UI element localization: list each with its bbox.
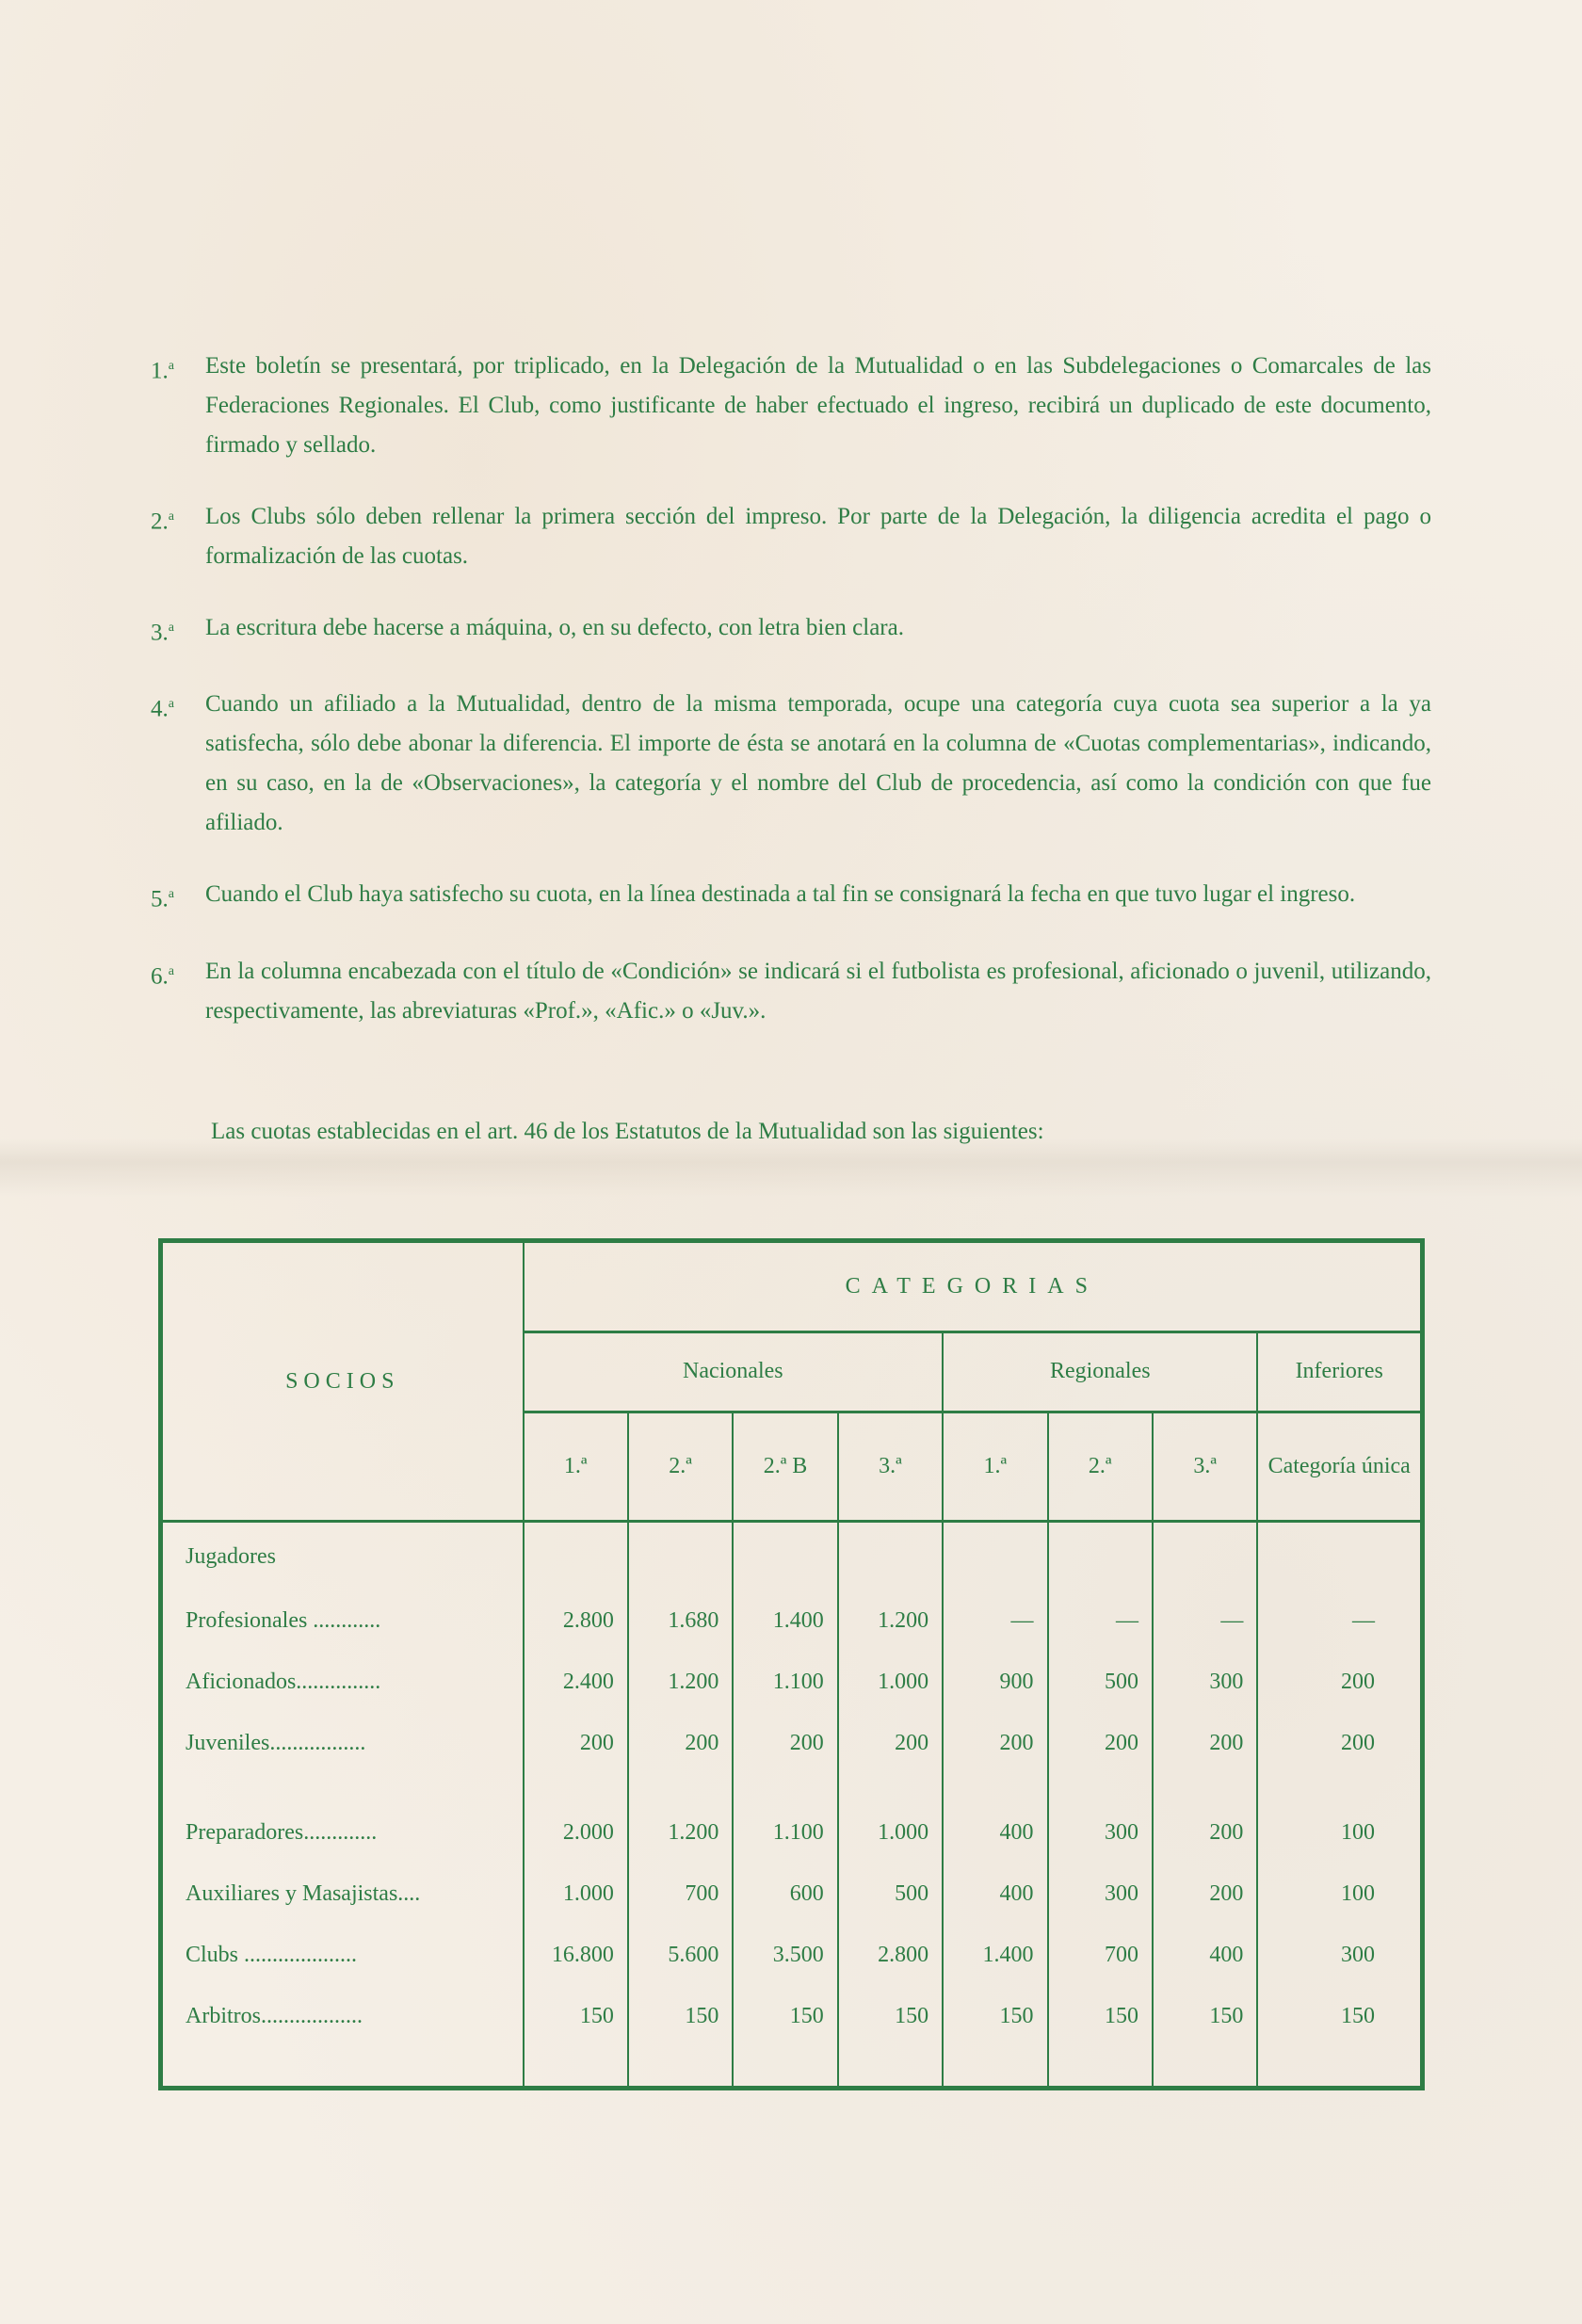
group-inferiores: Inferiores [1257, 1331, 1422, 1412]
row-label: Preparadores............. [161, 1803, 524, 1864]
fee-cell: 150 [1048, 1986, 1153, 2047]
fee-cell: — [1048, 1590, 1153, 1652]
fee-cell: 200 [628, 1713, 733, 1774]
fee-cell: 200 [1153, 1864, 1257, 1925]
fee-cell: 200 [1257, 1652, 1422, 1713]
note-2: 2.$^a$ Los Clubs sólo deben rellenar la primera sección del impreso. Por parte de la Delegación, la diligencia acredita el pago o formalización de las cuotas. [151, 504, 1431, 569]
fee-cell: 200 [1257, 1713, 1422, 1774]
fee-cell: 200 [943, 1713, 1047, 1774]
fee-cell: 2.800 [562, 1608, 614, 1634]
fee-cell: 150 [943, 1986, 1047, 2047]
row-label: Juveniles................. [161, 1713, 524, 1774]
table-row [161, 1590, 1423, 1652]
fee-cell: 5.600 [628, 1925, 733, 1986]
row-label: Clubs .................... [161, 1925, 524, 1986]
subcol: 2.ª B [733, 1412, 837, 1522]
subcol: 3.ª [1153, 1412, 1257, 1522]
row-label: Aficionados............... [161, 1652, 524, 1713]
fee-cell: 200 [1048, 1713, 1153, 1774]
group-nacionales: Nacionales [524, 1331, 944, 1412]
table-row [161, 1652, 1423, 1713]
fee-cell: 200 [838, 1713, 943, 1774]
fee-cell: 150 [628, 1986, 733, 2047]
fee-cell: 1.400 [733, 1590, 837, 1652]
fee-cell: 400 [943, 1864, 1047, 1925]
subcol: 2.ª [1048, 1412, 1153, 1522]
fee-cell: 1.100 [733, 1803, 837, 1864]
socios-header: SOCIOS [161, 1241, 524, 1522]
fee-cell: 700 [1048, 1925, 1153, 1986]
fee-cell: 150 [1257, 1986, 1422, 2047]
fee-cell: 400 [1153, 1925, 1257, 1986]
fee-cell: 300 [1048, 1864, 1153, 1925]
table-row [161, 1713, 1423, 1774]
fee-cell: 900 [943, 1652, 1047, 1713]
fee-cell: 1.000 [562, 1881, 614, 1907]
fee-cell: 200 [1153, 1803, 1257, 1864]
fee-cell: 1.000 [838, 1652, 943, 1713]
note-4: 4.$^a$ Cuando un afiliado a la Mutualidad, dentro de la misma temporada, ocupe una categoría cuya cuota sea superior a la ya satisfecha, sólo debe abonar la diferencia. El importe de ésta se anotará en la columna de «Cuotas complementarias», indicando, en su caso, en la de «Observaciones», la categoría y el nombre del Club de procedencia, así como la condición con que fue afiliado. [151, 691, 1431, 836]
fee-cell: 1.200 [838, 1590, 943, 1652]
group-regionales: Regionales [943, 1331, 1257, 1412]
fee-cell: 300 [1153, 1652, 1257, 1713]
subcol: 3.ª [838, 1412, 943, 1522]
fee-cell: 150 [838, 1986, 943, 2047]
note-3: 3.$^a$ La escritura debe hacerse a máquina, o, en su defecto, con letra bien clara. [151, 615, 904, 646]
row-label: Auxiliares y Masajistas.... [161, 1864, 524, 1925]
subcol: 2.ª [628, 1412, 733, 1522]
fee-cell: 1.680 [628, 1590, 733, 1652]
fees-intro: Las cuotas establecidas en el art. 46 de los Estatutos de la Mutualidad son las siguientes: [211, 1119, 1044, 1144]
table-row [161, 1986, 1423, 2047]
fees-table [158, 1238, 1425, 2090]
fee-cell: 1.000 [838, 1803, 943, 1864]
fee-cell: 1.200 [628, 1803, 733, 1864]
fee-cell: 300 [1257, 1925, 1422, 1986]
fee-cell: 200 [579, 1730, 614, 1755]
fee-cell: 100 [1257, 1864, 1422, 1925]
note-6: 6.$^a$ En la columna encabezada con el título de «Condición» se indicará si el futbolista es profesional, aficionado o juvenil, utilizando, respectivamente, las abreviaturas «Prof.», «Afic.» o «Juv.». [151, 958, 1431, 1024]
fee-cell: 150 [579, 2003, 614, 2028]
fee-cell: 600 [733, 1864, 837, 1925]
fee-cell: — [1153, 1590, 1257, 1652]
instructions-list [151, 347, 1431, 1063]
fee-cell: 2.400 [562, 1670, 614, 1695]
fee-cell: 300 [1048, 1803, 1153, 1864]
categorias-header: CATEGORIAS [524, 1241, 1423, 1332]
fee-cell: 200 [1153, 1713, 1257, 1774]
fee-cell: 16.800 [551, 1943, 614, 1968]
fee-cell: — [1257, 1590, 1422, 1652]
fee-cell: 2.000 [562, 1820, 614, 1846]
row-label: Arbitros.................. [161, 1986, 524, 2047]
fee-cell: 200 [733, 1713, 837, 1774]
fee-cell: 500 [838, 1864, 943, 1925]
table-row [161, 1925, 1423, 1986]
fee-cell: 700 [628, 1864, 733, 1925]
note-1: 1.$^a$ Este boletín se presentará, por triplicado, en la Delegación de la Mutualidad o en las Subdelegaciones o Comarcales de las Federaciones Regionales. El Club, como justificante de haber efectuado el ingreso, recibirá un duplicado de este documento, firmado y sellado. [151, 353, 1431, 458]
table-row [161, 1803, 1423, 1864]
subcol: 1.ª [524, 1412, 628, 1522]
fee-cell: — [943, 1590, 1047, 1652]
subcol: 1.ª [943, 1412, 1047, 1522]
row-label: Profesionales ............ [161, 1590, 524, 1652]
fee-cell: 150 [733, 1986, 837, 2047]
fee-cell: 500 [1048, 1652, 1153, 1713]
note-5: 5.$^a$ Cuando el Club haya satisfecho su cuota, en la línea destinada a tal fin se consignará la fecha en que tuvo lugar el ingreso. [151, 881, 1356, 912]
fee-cell: 1.100 [733, 1652, 837, 1713]
fee-cell: 1.200 [628, 1652, 733, 1713]
fee-cell: 1.400 [943, 1925, 1047, 1986]
fee-cell: 2.800 [838, 1925, 943, 1986]
fee-cell: 100 [1257, 1803, 1422, 1864]
fee-cell: 3.500 [733, 1925, 837, 1986]
jugadores-label: Jugadores [161, 1522, 524, 1591]
fee-cell: 400 [943, 1803, 1047, 1864]
subcol: Categoría única [1257, 1412, 1422, 1522]
fee-cell: 150 [1153, 1986, 1257, 2047]
table-row [161, 1864, 1423, 1925]
